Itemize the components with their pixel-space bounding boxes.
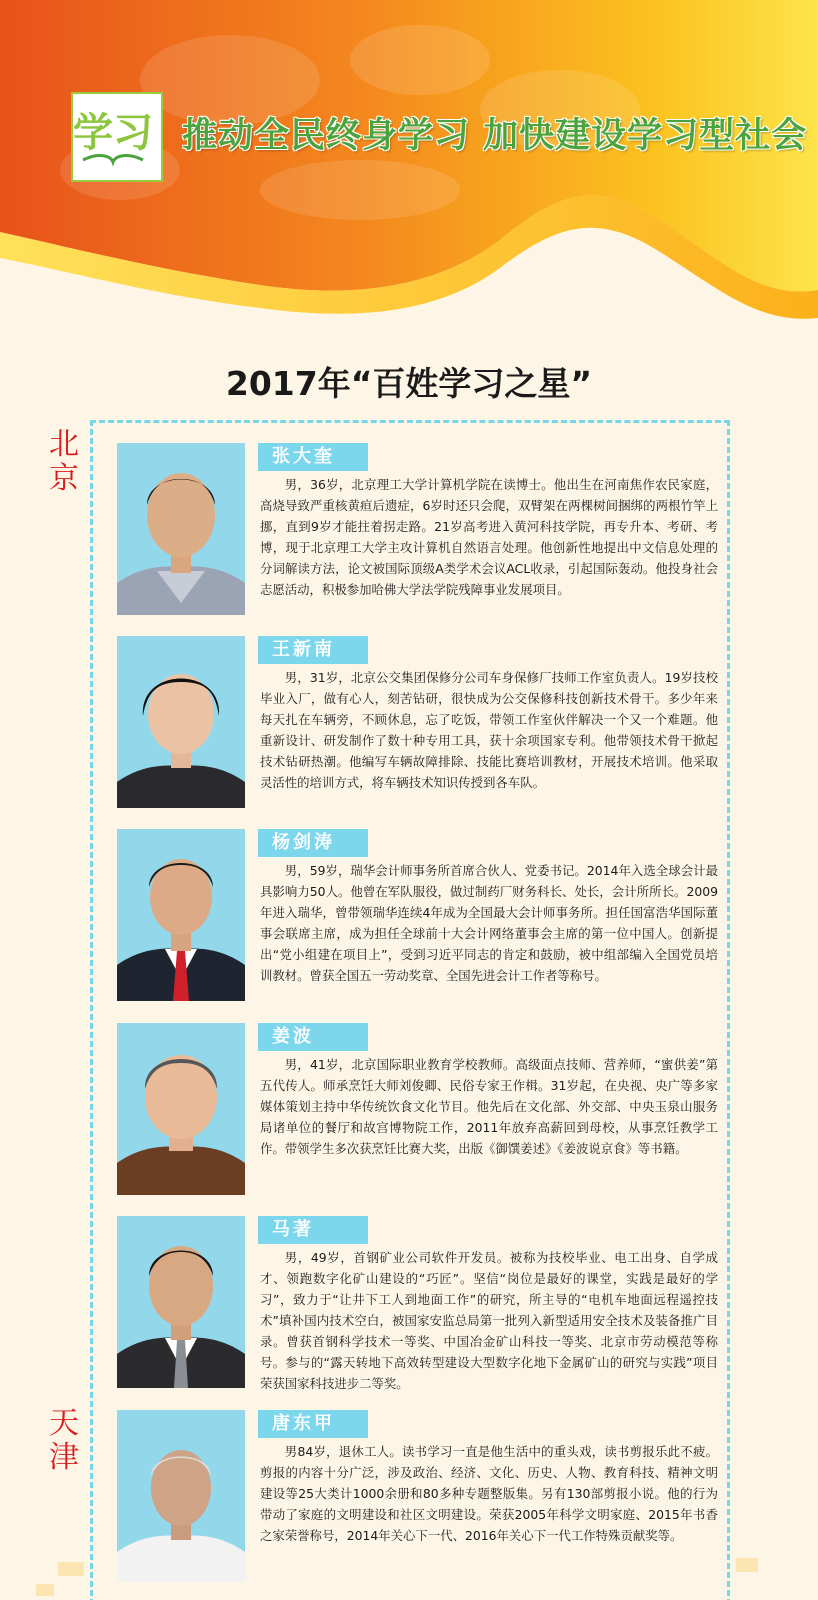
region-char: 北 xyxy=(49,427,79,462)
person-card xyxy=(117,829,717,1004)
region-char: 津 xyxy=(49,1440,79,1475)
portrait-photo xyxy=(117,829,245,1001)
portrait-photo xyxy=(117,443,245,615)
logo-text: 学习 xyxy=(73,110,153,156)
region-label-tianjin xyxy=(46,1407,82,1475)
portrait-photo xyxy=(117,1023,245,1195)
person-card xyxy=(117,636,717,811)
portrait-photo xyxy=(117,1216,245,1388)
person-card xyxy=(117,443,717,618)
decorative-block xyxy=(36,1584,54,1596)
person-name: 唐东甲 xyxy=(258,1410,368,1438)
person-card xyxy=(117,1023,717,1198)
person-bio: 男84岁，退休工人。读书学习一直是他生活中的重头戏，读书剪报乐此不疲。剪报的内容十分广泛，涉及政治、经济、文化、历史、人物、教育科技、精神文明建设等25大类计1000余册和80多种专题整版集。另有130部剪报小说。他的行为带动了家庭的文明建设和社区文明建设。荣获2005年科学文明家庭、2015年书香之家荣誉称号，2014年关心下一代、2016年关心下一代工作特殊贡献奖等。 xyxy=(260,1444,718,1543)
person-card xyxy=(117,1410,717,1585)
decorative-block xyxy=(58,1562,84,1576)
portrait-photo xyxy=(117,636,245,808)
region-char: 京 xyxy=(49,461,79,496)
person-name: 杨剑涛 xyxy=(258,829,368,857)
region-label-beijing xyxy=(46,428,82,496)
person-name: 张大奎 xyxy=(258,443,368,471)
person-bio: 男，36岁，北京理工大学计算机学院在读博士。他出生在河南焦作农民家庭，高烧导致严重核黄疸后遗症，6岁时还只会爬，双臂架在两棵树间捆绑的两根竹竿上挪，直到9岁才能拄着拐走路。21岁高考进入黄河科技学院，再专升本、考研、考博，现于北京理工大学主攻计算机自然语言处理。他创新性地提出中文信息处理的分词解读方法，论文被国际顶级A类学术会议ACL收录，引起国际轰动。他投身社会志愿活动，积极参加哈佛大学法学院残障事业发展项目。 xyxy=(260,477,718,597)
person-name: 王新南 xyxy=(258,636,368,664)
region-char: 天 xyxy=(49,1406,79,1441)
page-title: 2017年“百姓学习之星” xyxy=(225,364,593,403)
header-banner xyxy=(0,0,818,330)
logo xyxy=(71,92,163,182)
learning-book-icon xyxy=(73,94,153,170)
person-card xyxy=(117,1216,717,1391)
person-bio: 男，31岁，北京公交集团保修分公司车身保修厂技师工作室负责人。19岁技校毕业入厂，做有心人，刻苦钻研，很快成为公交保修科技创新技术骨干。多少年来每天扎在车辆旁，不顾休息，忘了吃饭，带领工作室伙伴解决一个又一个难题。他重新设计、研发制作了数十种专用工具，获十余项国家专利。他带领技术骨干掀起技术钻研热潮。他编写车辆故障排除、技能比赛培训教材，开展技术培训。他采取灵活性的培训方式，将车辆技术知识传授到各车队。 xyxy=(260,670,718,790)
person-bio: 男，59岁，瑞华会计师事务所首席合伙人、党委书记。2014年入选全球会计最具影响力50人。他曾在军队服役，做过制药厂财务科长、处长，会计所所长。2009年进入瑞华，曾带领瑞华连续4年成为全国最大会计师事务所。担任国富浩华国际董事会联席主席，成为担任全球前十大会计网络董事会主席的第一位中国人。创新提出“党小组建在项目上”，受到习近平同志的肯定和鼓励，被中组部编入全国党员培训教材。曾获全国五一劳动奖章、全国先进会计工作者等称号。 xyxy=(260,863,718,983)
person-bio: 男，49岁，首钢矿业公司软件开发员。被称为技校毕业、电工出身、自学成才、领跑数字化矿山建设的“巧匠”。坚信“岗位是最好的课堂，实践是最好的学习”，致力于“让井下工人到地面工作”的研究，所主导的“电机车地面远程遥控技术”填补国内技术空白，被国家安监总局第一批列入新型适用安全技术及装备推广目录。曾获首钢科学技术一等奖、中国冶金矿山科技一等奖、北京市劳动模范等称号。参与的“露天转地下高效转型建设大型数字化地下金属矿山的研究与实践”项目荣获国家科技进步二等奖。 xyxy=(260,1250,718,1391)
person-name: 马著 xyxy=(258,1216,368,1244)
slogan: 推动全民终身学习 加快建设学习型社会 xyxy=(182,116,808,156)
decorative-block xyxy=(736,1558,758,1572)
person-bio: 男，41岁，北京国际职业教育学校教师。高级面点技师、营养师，“蜜供姜”第五代传人。师承烹饪大师刘俊卿、民俗专家王作楫。31岁起，在央视、央广等多家媒体策划主持中华传统饮食文化节目。他先后在文化部、外交部、中央玉泉山服务局诸单位的餐厅和故宫博物院工作，2011年放弃高薪回到母校，从事烹饪教学工作。带领学生多次获烹饪比赛大奖，出版《御馔姜述》《姜波说京食》等书籍。 xyxy=(260,1057,718,1156)
portrait-photo xyxy=(117,1410,245,1582)
person-name: 姜波 xyxy=(258,1023,368,1051)
